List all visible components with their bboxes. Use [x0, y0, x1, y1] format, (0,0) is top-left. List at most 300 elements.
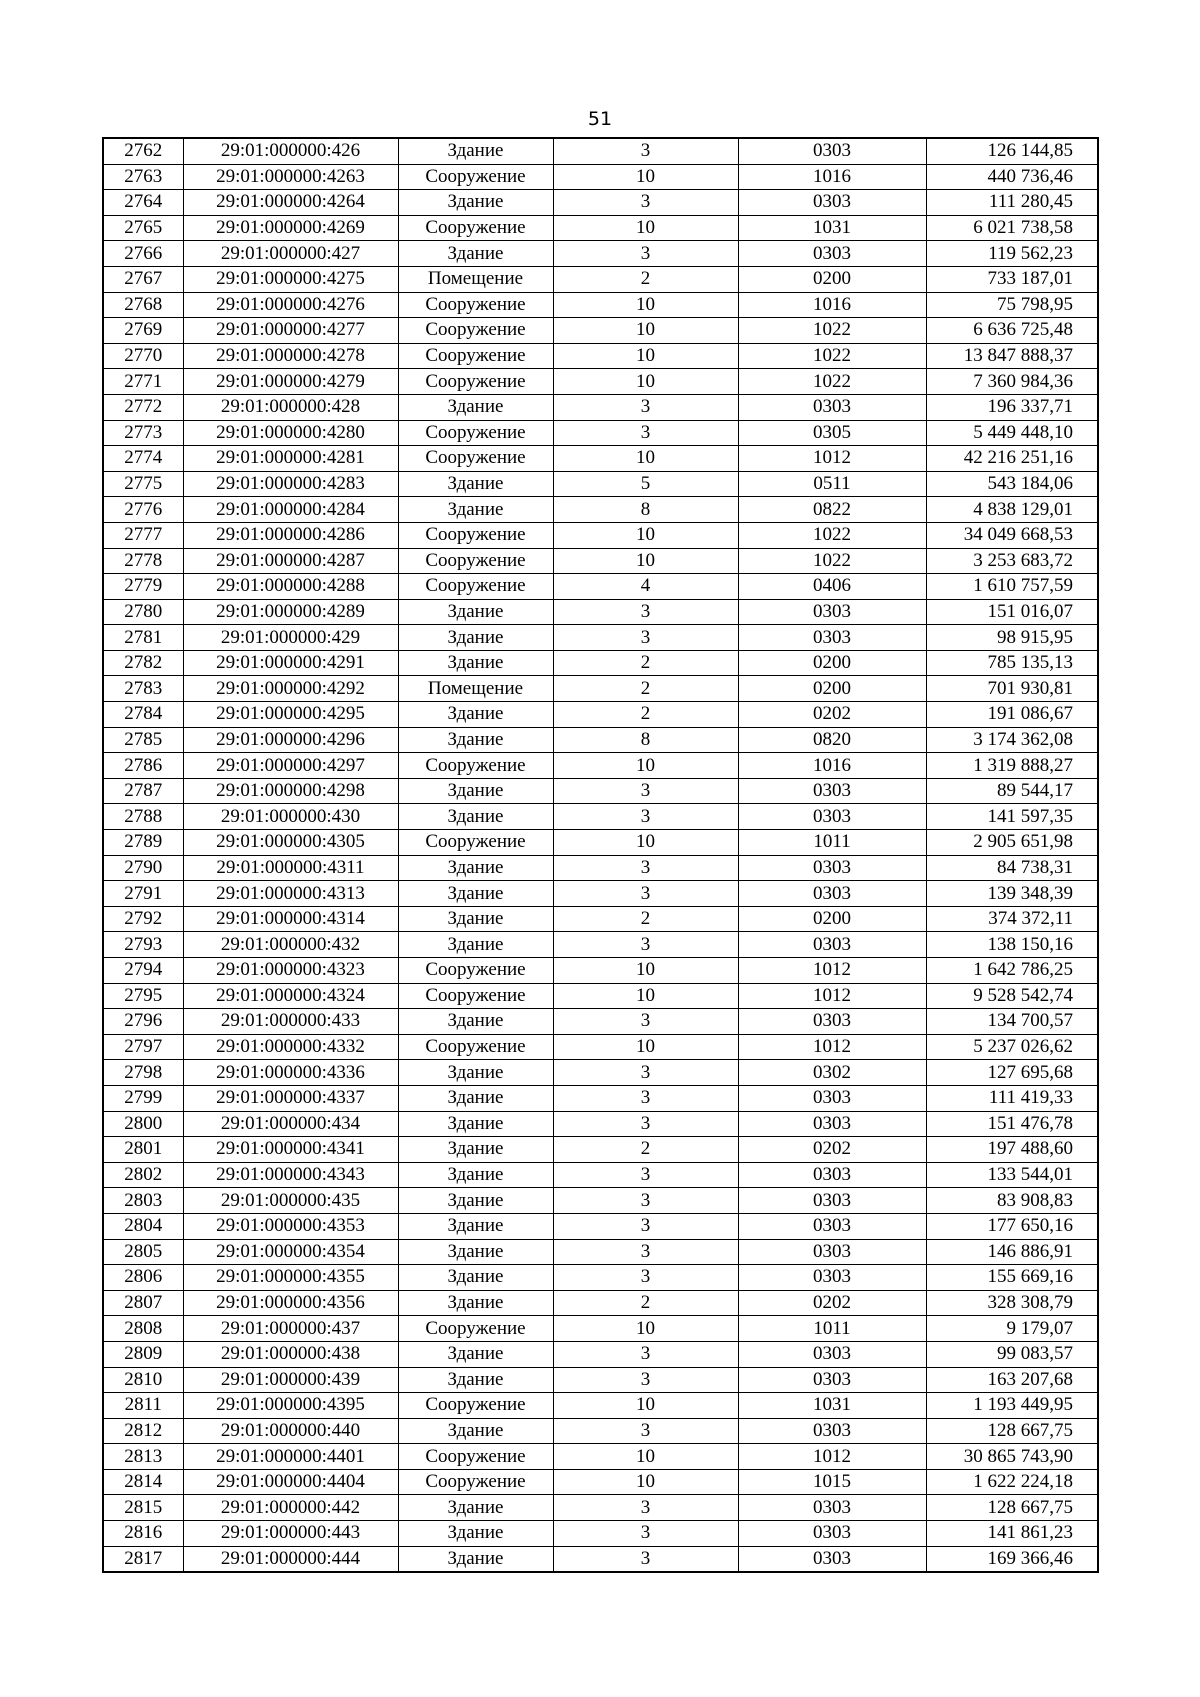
object-type-cell: Сооружение — [398, 1034, 553, 1060]
row-number-cell: 2774 — [103, 446, 183, 472]
cadastral-number-cell: 29:01:000000:4332 — [183, 1034, 398, 1060]
object-type-cell: Здание — [398, 190, 553, 216]
cadastral-number-cell: 29:01:000000:443 — [183, 1521, 398, 1547]
subgroup-code-cell: 0303 — [738, 1162, 926, 1188]
cadastral-number-cell: 29:01:000000:4281 — [183, 446, 398, 472]
row-number-cell: 2773 — [103, 420, 183, 446]
cadastral-value-cell: 1 642 786,25 — [926, 958, 1098, 984]
object-type-cell: Сооружение — [398, 753, 553, 779]
table-row — [103, 318, 1098, 344]
subgroup-code-cell: 0303 — [738, 599, 926, 625]
cadastral-number-cell: 29:01:000000:4289 — [183, 599, 398, 625]
object-type-cell: Здание — [398, 625, 553, 651]
cadastral-value-cell: 6 636 725,48 — [926, 318, 1098, 344]
group-cell: 10 — [553, 830, 738, 856]
cadastral-value-cell: 163 207,68 — [926, 1367, 1098, 1393]
cadastral-value-cell: 84 738,31 — [926, 855, 1098, 881]
object-type-cell: Сооружение — [398, 574, 553, 600]
group-cell: 8 — [553, 497, 738, 523]
cadastral-number-cell: 29:01:000000:4341 — [183, 1137, 398, 1163]
row-number-cell: 2791 — [103, 881, 183, 907]
table-row — [103, 1495, 1098, 1521]
subgroup-code-cell: 0406 — [738, 574, 926, 600]
cadastral-number-cell: 29:01:000000:438 — [183, 1341, 398, 1367]
table-row — [103, 548, 1098, 574]
table-row — [103, 855, 1098, 881]
cadastral-value-cell: 127 695,68 — [926, 1060, 1098, 1086]
cadastral-number-cell: 29:01:000000:430 — [183, 804, 398, 830]
object-type-cell: Здание — [398, 1009, 553, 1035]
subgroup-code-cell: 0303 — [738, 394, 926, 420]
cadastral-number-cell: 29:01:000000:4404 — [183, 1469, 398, 1495]
table-row — [103, 727, 1098, 753]
cadastral-number-cell: 29:01:000000:426 — [183, 138, 398, 164]
subgroup-code-cell: 0511 — [738, 471, 926, 497]
cadastral-value-cell: 146 886,91 — [926, 1239, 1098, 1265]
row-number-cell: 2787 — [103, 778, 183, 804]
cadastral-number-cell: 29:01:000000:4314 — [183, 906, 398, 932]
cadastral-value-cell: 111 280,45 — [926, 190, 1098, 216]
subgroup-code-cell: 1016 — [738, 164, 926, 190]
table-row — [103, 1009, 1098, 1035]
cadastral-value-cell: 126 144,85 — [926, 138, 1098, 164]
row-number-cell: 2810 — [103, 1367, 183, 1393]
table-row — [103, 522, 1098, 548]
cadastral-number-cell: 29:01:000000:4313 — [183, 881, 398, 907]
subgroup-code-cell: 1012 — [738, 1034, 926, 1060]
subgroup-code-cell: 1022 — [738, 369, 926, 395]
row-number-cell: 2766 — [103, 241, 183, 267]
object-type-cell: Здание — [398, 881, 553, 907]
group-cell: 10 — [553, 522, 738, 548]
row-number-cell: 2814 — [103, 1469, 183, 1495]
cadastral-value-cell: 89 544,17 — [926, 778, 1098, 804]
row-number-cell: 2786 — [103, 753, 183, 779]
group-cell: 10 — [553, 343, 738, 369]
subgroup-code-cell: 0303 — [738, 1341, 926, 1367]
row-number-cell: 2800 — [103, 1111, 183, 1137]
table-row — [103, 138, 1098, 164]
group-cell: 3 — [553, 1188, 738, 1214]
cadastral-number-cell: 29:01:000000:440 — [183, 1418, 398, 1444]
cadastral-value-cell: 128 667,75 — [926, 1418, 1098, 1444]
table-row — [103, 830, 1098, 856]
group-cell: 10 — [553, 1444, 738, 1470]
cadastral-number-cell: 29:01:000000:435 — [183, 1188, 398, 1214]
subgroup-code-cell: 0303 — [738, 1265, 926, 1291]
row-number-cell: 2804 — [103, 1213, 183, 1239]
cadastral-value-cell: 196 337,71 — [926, 394, 1098, 420]
table-row — [103, 1060, 1098, 1086]
object-type-cell: Здание — [398, 1290, 553, 1316]
row-number-cell: 2801 — [103, 1137, 183, 1163]
cadastral-value-cell: 1 610 757,59 — [926, 574, 1098, 600]
object-type-cell: Здание — [398, 1137, 553, 1163]
cadastral-number-cell: 29:01:000000:4324 — [183, 983, 398, 1009]
group-cell: 10 — [553, 292, 738, 318]
row-number-cell: 2790 — [103, 855, 183, 881]
group-cell: 2 — [553, 266, 738, 292]
group-cell: 10 — [553, 1393, 738, 1419]
cadastral-value-cell: 1 319 888,27 — [926, 753, 1098, 779]
table-row — [103, 1469, 1098, 1495]
table-row — [103, 292, 1098, 318]
group-cell: 3 — [553, 1239, 738, 1265]
cadastral-value-cell: 141 597,35 — [926, 804, 1098, 830]
group-cell: 3 — [553, 932, 738, 958]
cadastral-value-cell: 169 366,46 — [926, 1546, 1098, 1572]
row-number-cell: 2816 — [103, 1521, 183, 1547]
row-number-cell: 2794 — [103, 958, 183, 984]
cadastral-number-cell: 29:01:000000:4286 — [183, 522, 398, 548]
table-row — [103, 343, 1098, 369]
table-row — [103, 932, 1098, 958]
cadastral-value-cell: 2 905 651,98 — [926, 830, 1098, 856]
object-type-cell: Сооружение — [398, 446, 553, 472]
row-number-cell: 2772 — [103, 394, 183, 420]
cadastral-number-cell: 29:01:000000:442 — [183, 1495, 398, 1521]
cadastral-number-cell: 29:01:000000:4292 — [183, 676, 398, 702]
subgroup-code-cell: 0303 — [738, 804, 926, 830]
group-cell: 3 — [553, 1418, 738, 1444]
object-type-cell: Сооружение — [398, 369, 553, 395]
group-cell: 3 — [553, 804, 738, 830]
table-row — [103, 1137, 1098, 1163]
cadastral-value-cell: 99 083,57 — [926, 1341, 1098, 1367]
object-type-cell: Здание — [398, 1111, 553, 1137]
cadastral-value-cell: 3 174 362,08 — [926, 727, 1098, 753]
cadastral-value-cell: 1 622 224,18 — [926, 1469, 1098, 1495]
subgroup-code-cell: 0303 — [738, 138, 926, 164]
cadastral-number-cell: 29:01:000000:4297 — [183, 753, 398, 779]
object-type-cell: Сооружение — [398, 548, 553, 574]
subgroup-code-cell: 0202 — [738, 1290, 926, 1316]
table-row — [103, 1341, 1098, 1367]
object-type-cell: Помещение — [398, 676, 553, 702]
object-type-cell: Здание — [398, 727, 553, 753]
group-cell: 2 — [553, 702, 738, 728]
group-cell: 3 — [553, 420, 738, 446]
group-cell: 3 — [553, 1009, 738, 1035]
object-type-cell: Здание — [398, 1265, 553, 1291]
cadastral-value-cell: 374 372,11 — [926, 906, 1098, 932]
subgroup-code-cell: 0303 — [738, 855, 926, 881]
row-number-cell: 2802 — [103, 1162, 183, 1188]
cadastral-number-cell: 29:01:000000:4337 — [183, 1085, 398, 1111]
group-cell: 3 — [553, 190, 738, 216]
object-type-cell: Здание — [398, 1085, 553, 1111]
cadastral-number-cell: 29:01:000000:4336 — [183, 1060, 398, 1086]
table-row — [103, 650, 1098, 676]
subgroup-code-cell: 0303 — [738, 1111, 926, 1137]
group-cell: 10 — [553, 1469, 738, 1495]
cadastral-number-cell: 29:01:000000:4287 — [183, 548, 398, 574]
row-number-cell: 2762 — [103, 138, 183, 164]
row-number-cell: 2815 — [103, 1495, 183, 1521]
cadastral-number-cell: 29:01:000000:4269 — [183, 215, 398, 241]
object-type-cell: Здание — [398, 906, 553, 932]
object-type-cell: Сооружение — [398, 958, 553, 984]
table-row — [103, 1418, 1098, 1444]
group-cell: 2 — [553, 906, 738, 932]
object-type-cell: Сооружение — [398, 1469, 553, 1495]
row-number-cell: 2771 — [103, 369, 183, 395]
subgroup-code-cell: 0303 — [738, 190, 926, 216]
table-row — [103, 1316, 1098, 1342]
row-number-cell: 2807 — [103, 1290, 183, 1316]
object-type-cell: Здание — [398, 778, 553, 804]
row-number-cell: 2798 — [103, 1060, 183, 1086]
object-type-cell: Сооружение — [398, 1393, 553, 1419]
row-number-cell: 2796 — [103, 1009, 183, 1035]
table-row — [103, 1393, 1098, 1419]
cadastral-number-cell: 29:01:000000:4305 — [183, 830, 398, 856]
object-type-cell: Сооружение — [398, 522, 553, 548]
object-type-cell: Здание — [398, 1162, 553, 1188]
object-type-cell: Здание — [398, 702, 553, 728]
cadastral-value-cell: 133 544,01 — [926, 1162, 1098, 1188]
table-row — [103, 702, 1098, 728]
cadastral-number-cell: 29:01:000000:4276 — [183, 292, 398, 318]
row-number-cell: 2817 — [103, 1546, 183, 1572]
cadastral-number-cell: 29:01:000000:4277 — [183, 318, 398, 344]
row-number-cell: 2768 — [103, 292, 183, 318]
table-row — [103, 983, 1098, 1009]
cadastral-value-cell: 139 348,39 — [926, 881, 1098, 907]
subgroup-code-cell: 0305 — [738, 420, 926, 446]
group-cell: 3 — [553, 778, 738, 804]
row-number-cell: 2780 — [103, 599, 183, 625]
group-cell: 3 — [553, 625, 738, 651]
group-cell: 8 — [553, 727, 738, 753]
cadastral-value-cell: 134 700,57 — [926, 1009, 1098, 1035]
row-number-cell: 2785 — [103, 727, 183, 753]
table-row — [103, 1111, 1098, 1137]
subgroup-code-cell: 0303 — [738, 1546, 926, 1572]
cadastral-number-cell: 29:01:000000:4356 — [183, 1290, 398, 1316]
cadastral-number-cell: 29:01:000000:4283 — [183, 471, 398, 497]
table-row — [103, 1290, 1098, 1316]
table-row — [103, 1367, 1098, 1393]
cadastral-value-cell: 141 861,23 — [926, 1521, 1098, 1547]
table-row — [103, 215, 1098, 241]
group-cell: 10 — [553, 1034, 738, 1060]
cadastral-value-cell: 191 086,67 — [926, 702, 1098, 728]
row-number-cell: 2767 — [103, 266, 183, 292]
cadastral-number-cell: 29:01:000000:428 — [183, 394, 398, 420]
group-cell: 3 — [553, 1162, 738, 1188]
object-type-cell: Сооружение — [398, 1444, 553, 1470]
row-number-cell: 2812 — [103, 1418, 183, 1444]
group-cell: 10 — [553, 369, 738, 395]
group-cell: 3 — [553, 1060, 738, 1086]
table-row — [103, 1213, 1098, 1239]
group-cell: 3 — [553, 1341, 738, 1367]
subgroup-code-cell: 0303 — [738, 625, 926, 651]
cadastral-value-cell: 30 865 743,90 — [926, 1444, 1098, 1470]
cadastral-number-cell: 29:01:000000:4279 — [183, 369, 398, 395]
table-row — [103, 1188, 1098, 1214]
group-cell: 3 — [553, 1213, 738, 1239]
subgroup-code-cell: 0200 — [738, 906, 926, 932]
cadastral-value-cell: 9 528 542,74 — [926, 983, 1098, 1009]
subgroup-code-cell: 1031 — [738, 1393, 926, 1419]
row-number-cell: 2793 — [103, 932, 183, 958]
subgroup-code-cell: 0303 — [738, 1367, 926, 1393]
row-number-cell: 2799 — [103, 1085, 183, 1111]
cadastral-number-cell: 29:01:000000:4295 — [183, 702, 398, 728]
cadastral-number-cell: 29:01:000000:4278 — [183, 343, 398, 369]
table-row — [103, 1034, 1098, 1060]
subgroup-code-cell: 0303 — [738, 1085, 926, 1111]
subgroup-code-cell: 0202 — [738, 702, 926, 728]
table-row — [103, 190, 1098, 216]
subgroup-code-cell: 0303 — [738, 881, 926, 907]
row-number-cell: 2808 — [103, 1316, 183, 1342]
object-type-cell: Здание — [398, 1495, 553, 1521]
group-cell: 3 — [553, 241, 738, 267]
row-number-cell: 2782 — [103, 650, 183, 676]
group-cell: 3 — [553, 1495, 738, 1521]
subgroup-code-cell: 0303 — [738, 1009, 926, 1035]
cadastral-value-cell: 7 360 984,36 — [926, 369, 1098, 395]
table-row — [103, 1546, 1098, 1572]
cadastral-number-cell: 29:01:000000:432 — [183, 932, 398, 958]
subgroup-code-cell: 1011 — [738, 830, 926, 856]
group-cell: 10 — [553, 548, 738, 574]
cadastral-value-cell: 6 021 738,58 — [926, 215, 1098, 241]
table-row — [103, 241, 1098, 267]
table-row — [103, 778, 1098, 804]
cadastral-value-cell: 3 253 683,72 — [926, 548, 1098, 574]
subgroup-code-cell: 0200 — [738, 676, 926, 702]
table-row — [103, 394, 1098, 420]
group-cell: 3 — [553, 138, 738, 164]
object-type-cell: Здание — [398, 1188, 553, 1214]
group-cell: 10 — [553, 446, 738, 472]
object-type-cell: Сооружение — [398, 164, 553, 190]
cadastral-number-cell: 29:01:000000:4263 — [183, 164, 398, 190]
group-cell: 2 — [553, 676, 738, 702]
subgroup-code-cell: 0200 — [738, 650, 926, 676]
cadastral-value-cell: 5 237 026,62 — [926, 1034, 1098, 1060]
table-row — [103, 446, 1098, 472]
cadastral-value-cell: 328 308,79 — [926, 1290, 1098, 1316]
cadastral-number-cell: 29:01:000000:4311 — [183, 855, 398, 881]
object-type-cell: Сооружение — [398, 983, 553, 1009]
object-type-cell: Сооружение — [398, 292, 553, 318]
cadastral-value-cell: 701 930,81 — [926, 676, 1098, 702]
object-type-cell: Здание — [398, 241, 553, 267]
subgroup-code-cell: 1012 — [738, 958, 926, 984]
group-cell: 10 — [553, 318, 738, 344]
cadastral-value-cell: 9 179,07 — [926, 1316, 1098, 1342]
subgroup-code-cell: 0302 — [738, 1060, 926, 1086]
subgroup-code-cell: 1022 — [738, 548, 926, 574]
cadastral-number-cell: 29:01:000000:433 — [183, 1009, 398, 1035]
group-cell: 3 — [553, 1521, 738, 1547]
row-number-cell: 2763 — [103, 164, 183, 190]
object-type-cell: Здание — [398, 138, 553, 164]
group-cell: 3 — [553, 881, 738, 907]
subgroup-code-cell: 0303 — [738, 1188, 926, 1214]
table-row — [103, 625, 1098, 651]
cadastral-value-cell: 785 135,13 — [926, 650, 1098, 676]
object-type-cell: Сооружение — [398, 215, 553, 241]
cadastral-number-cell: 29:01:000000:439 — [183, 1367, 398, 1393]
cadastral-number-cell: 29:01:000000:429 — [183, 625, 398, 651]
row-number-cell: 2781 — [103, 625, 183, 651]
object-type-cell: Здание — [398, 471, 553, 497]
cadastral-value-cell: 1 193 449,95 — [926, 1393, 1098, 1419]
group-cell: 3 — [553, 1265, 738, 1291]
table-row — [103, 369, 1098, 395]
object-type-cell: Сооружение — [398, 318, 553, 344]
row-number-cell: 2806 — [103, 1265, 183, 1291]
row-number-cell: 2776 — [103, 497, 183, 523]
subgroup-code-cell: 0822 — [738, 497, 926, 523]
row-number-cell: 2784 — [103, 702, 183, 728]
object-type-cell: Сооружение — [398, 830, 553, 856]
cadastral-value-cell: 4 838 129,01 — [926, 497, 1098, 523]
subgroup-code-cell: 0303 — [738, 1239, 926, 1265]
row-number-cell: 2813 — [103, 1444, 183, 1470]
table-row — [103, 1444, 1098, 1470]
group-cell: 3 — [553, 855, 738, 881]
cadastral-number-cell: 29:01:000000:434 — [183, 1111, 398, 1137]
cadastral-number-cell: 29:01:000000:427 — [183, 241, 398, 267]
cadastral-number-cell: 29:01:000000:4323 — [183, 958, 398, 984]
row-number-cell: 2779 — [103, 574, 183, 600]
subgroup-code-cell: 1012 — [738, 1444, 926, 1470]
table-row — [103, 599, 1098, 625]
table-row — [103, 1239, 1098, 1265]
cadastral-number-cell: 29:01:000000:4291 — [183, 650, 398, 676]
cadastral-value-cell: 440 736,46 — [926, 164, 1098, 190]
cadastral-number-cell: 29:01:000000:4275 — [183, 266, 398, 292]
row-number-cell: 2770 — [103, 343, 183, 369]
subgroup-code-cell: 0202 — [738, 1137, 926, 1163]
subgroup-code-cell: 0200 — [738, 266, 926, 292]
group-cell: 3 — [553, 1085, 738, 1111]
subgroup-code-cell: 0303 — [738, 1521, 926, 1547]
cadastral-value-cell: 34 049 668,53 — [926, 522, 1098, 548]
cadastral-value-cell: 119 562,23 — [926, 241, 1098, 267]
table-row — [103, 420, 1098, 446]
subgroup-code-cell: 1011 — [738, 1316, 926, 1342]
table-row — [103, 574, 1098, 600]
cadastral-number-cell: 29:01:000000:437 — [183, 1316, 398, 1342]
subgroup-code-cell: 0303 — [738, 241, 926, 267]
subgroup-code-cell: 1016 — [738, 753, 926, 779]
object-type-cell: Здание — [398, 1367, 553, 1393]
subgroup-code-cell: 1015 — [738, 1469, 926, 1495]
group-cell: 3 — [553, 599, 738, 625]
group-cell: 2 — [553, 1290, 738, 1316]
row-number-cell: 2769 — [103, 318, 183, 344]
cadastral-number-cell: 29:01:000000:4395 — [183, 1393, 398, 1419]
table-row — [103, 1521, 1098, 1547]
subgroup-code-cell: 0303 — [738, 778, 926, 804]
object-type-cell: Здание — [398, 1239, 553, 1265]
object-type-cell: Помещение — [398, 266, 553, 292]
cadastral-number-cell: 29:01:000000:4284 — [183, 497, 398, 523]
table-body — [103, 138, 1098, 1572]
subgroup-code-cell: 1022 — [738, 522, 926, 548]
row-number-cell: 2803 — [103, 1188, 183, 1214]
object-type-cell: Сооружение — [398, 420, 553, 446]
row-number-cell: 2809 — [103, 1341, 183, 1367]
